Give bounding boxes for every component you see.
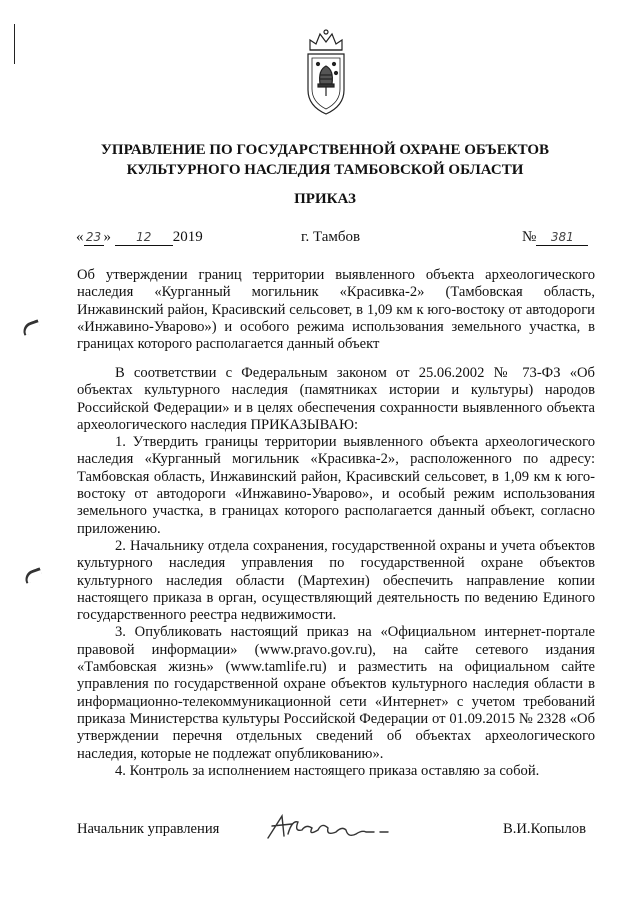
date-quote-close: » (103, 229, 111, 245)
order-subject: Об утверждении границ территории выявленного объекта археологического наследия «Курганный могильник «Красивка-2» (Тамбовская область, Инжавинский район, Красивский сельсовет, в 1,09 км к юго-востоку от автодороги «Инжавино-Уварово») и особого режима использования земельного участка, в границах которого располагается данный объект (77, 267, 595, 353)
order-item-2: 2. Начальнику отдела сохранения, государственной охраны и учета объектов культурного наследия управления по государственной охране объектов культурного наследия области (Мартехин) обеспечить направление копии настоящего приказа в орган, осуществляющий деятельность по ведению Единого государственного реестра недвижимости. (77, 537, 595, 624)
hole-punch-mark (21, 319, 42, 335)
order-item-3: 3. Опубликовать настоящий приказ на «Официальном интернет-портале правовой информации» (www.pravo.gov.ru), на сайте сетевого издания «Тамбовская жизнь» (www.tamlife.ru) и разместить на официальном сайте управления по государственной охране объектов культурного наследия области в информационно-телекоммуникационной сети «Интернет» с учетом требований приказа Министерства культуры Российской Федерации от 01.09.2015 № 2328 «Об утверждении перечня отдельных сведений об объектах археологического наследия, которые не подлежат опубликованию». (77, 624, 595, 762)
order-number (522, 229, 588, 246)
date-year: 2019 (172, 229, 203, 245)
order-body (77, 365, 595, 780)
signatory-position: Начальник управления (77, 821, 220, 837)
coat-of-arms-icon (296, 28, 356, 118)
order-item-1: 1. Утвердить границы территории выявленного объекта археологического наследия «Курганный могильник «Красивка-2», расположенного по адресу: Тамбовская область, Инжавинский район, Красивский сельсовет, в 1,09 км к юго-востоку от автодороги «Инжавино-Уварово», и особый режим использования земельного участка, в границах которого располагается данный объект, согласно приложению. (77, 434, 595, 537)
handwritten-signature (262, 810, 412, 844)
date-quote-open: « (76, 229, 84, 245)
date-day: 23 (84, 230, 104, 246)
date-month: 12 (115, 230, 173, 246)
order-date (76, 229, 203, 246)
signatory-name: В.И.Копылов (503, 821, 586, 837)
hole-punch-mark (23, 567, 44, 583)
organization-title-line-1: УПРАВЛЕНИЕ ПО ГОСУДАРСТВЕННОЙ ОХРАНЕ ОБЪЕКТОВ (100, 142, 550, 158)
organization-title (60, 140, 590, 180)
order-item-4: 4. Контроль за исполнением настоящего приказа оставляю за собой. (115, 762, 540, 779)
document-type: ПРИКАЗ (294, 191, 356, 207)
scan-margin-line (14, 24, 15, 64)
number-label: № (522, 229, 537, 245)
order-city: г. Тамбов (301, 229, 361, 245)
preamble-paragraph: В соответствии с Федеральным законом от 25.06.2002 № 73-ФЗ «Об объектах культурного наследия (памятниках истории и культуры) народов Российской Федерации» и в целях обеспечения сохранности выявленного объекта археологического наследия ПРИКАЗЫВАЮ: (77, 365, 595, 433)
organization-title-line-2: КУЛЬТУРНОГО НАСЛЕДИЯ ТАМБОВСКОЙ ОБЛАСТИ (126, 162, 524, 178)
number-value: 381 (536, 230, 588, 246)
